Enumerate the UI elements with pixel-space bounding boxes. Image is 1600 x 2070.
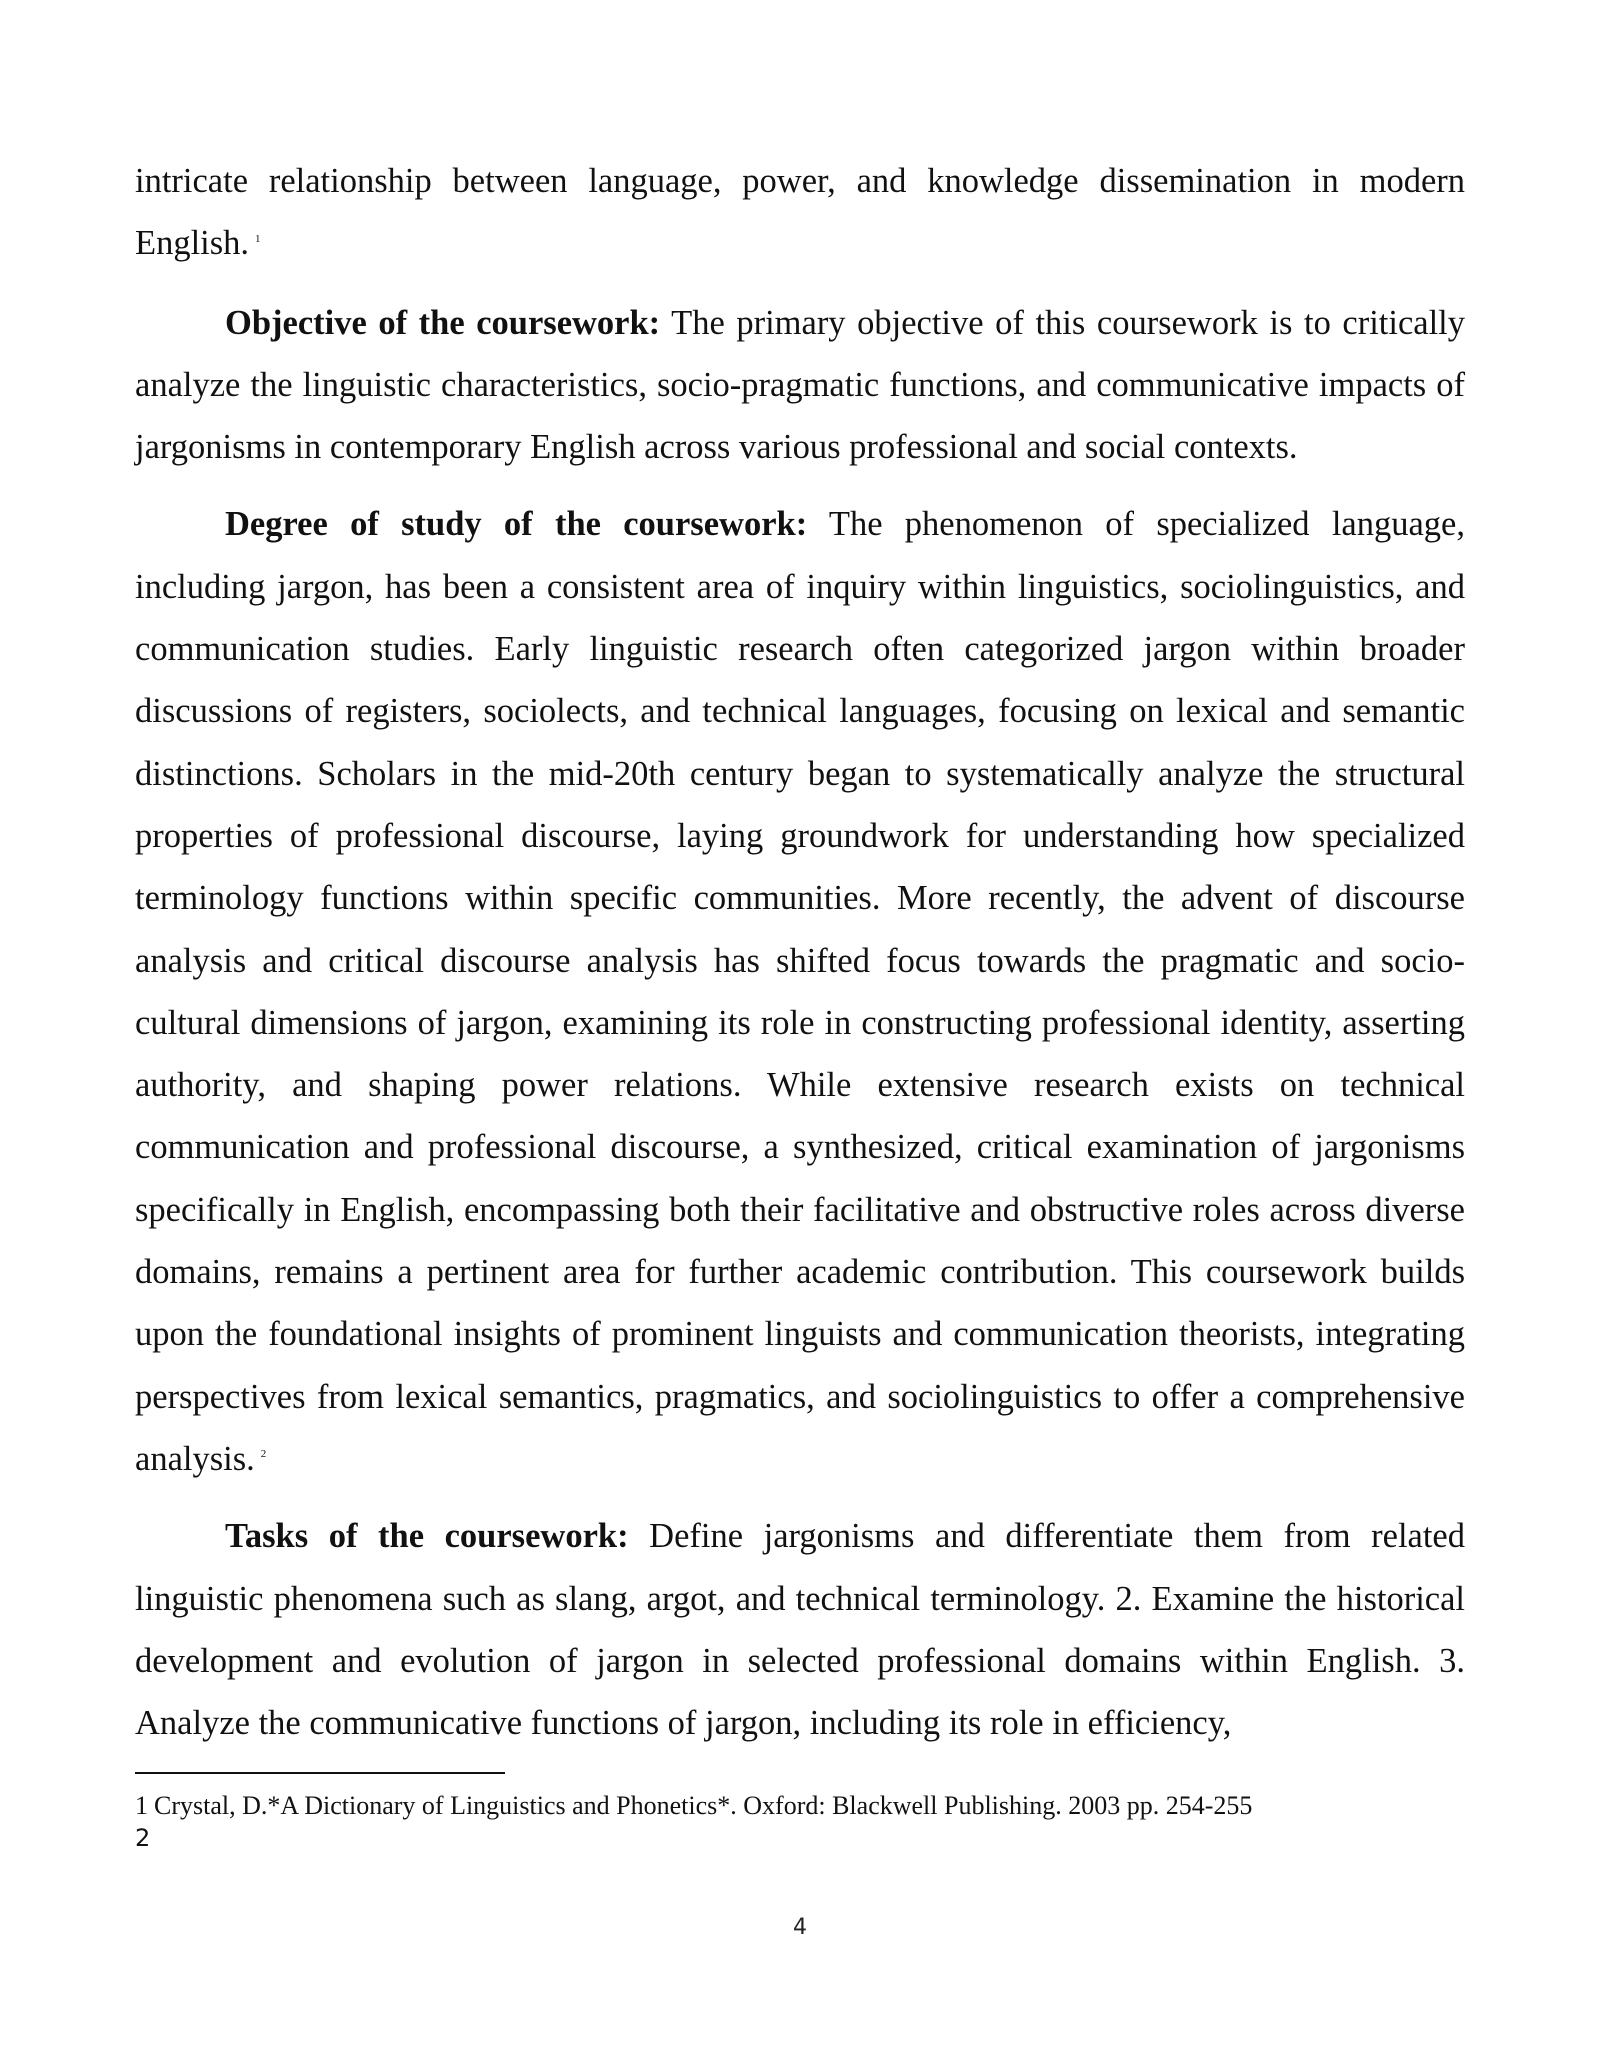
- page-number: 4: [793, 1915, 807, 1940]
- footnote-reference-1[interactable]: 1: [255, 232, 261, 245]
- footnote-number: 2: [135, 1824, 151, 1852]
- paragraph-text: The primary objective of this coursework is to critically analyze the linguistic characteristics, socio-pragmatic functions, and communicative impacts of jargonisms in contemporary English across various professional and social contexts.: [135, 303, 1465, 467]
- footnote-1: [135, 1790, 1465, 1822]
- section-lead-degree-of-study: Degree of study of the coursework:: [225, 505, 808, 544]
- footnote-text: Crystal, D.*A Dictionary of Linguistics and Phonetics*. Oxford: Blackwell Publishing. 2003 pp. 254-255: [154, 1791, 1253, 1820]
- paragraph-tasks: [135, 1505, 1465, 1754]
- paragraph-text: intricate relationship between language, power, and knowledge dissemination in modern English.: [135, 162, 1465, 263]
- footnote-reference-2[interactable]: 2: [260, 1448, 267, 1461]
- footnote-2: [135, 1822, 1465, 1854]
- paragraph-objective: [135, 292, 1465, 479]
- document-body: [135, 150, 1465, 1754]
- footnote-number: 1: [135, 1791, 148, 1820]
- footnote-separator: [135, 1772, 505, 1774]
- section-lead-tasks: Tasks of the coursework:: [225, 1517, 629, 1556]
- paragraph-intro-continuation: [135, 150, 1465, 275]
- section-lead-objective: Objective of the coursework:: [225, 303, 661, 342]
- footnotes: [135, 1790, 1465, 1854]
- paragraph-text: The phenomenon of specialized language, including jargon, has been a consistent area of inquiry within linguistics, sociolinguistics, and communication studies. Early linguistic research often categorized jargon within broader discussions of registers, sociolects, and technical languages, focusing on lexical and semantic distinctions. Scholars in the mid-20th century began to systematically analyze the structural properties of professional discourse, laying groundwork for understanding how specialized terminology functions within specific communities. More recently, the advent of discourse analysis and critical discourse analysis has shifted focus towards the pragmatic and socio-cultural dimensions of jargon, examining its role in constructing professional identity, asserting authority, and shaping power relations. While extensive research exists on technical communication and professional discourse, a synthesized, critical examination of jargonisms specifically in English, encompassing both their facilitative and obstructive roles across diverse domains, remains a pertinent area for further academic contribution. This coursework builds upon the foundational insights of prominent linguists and communication theorists, integrating perspectives from lexical semantics, pragmatics, and sociolinguistics to offer a comprehensive analysis.: [135, 505, 1465, 1478]
- paragraph-text: Define jargonisms and differentiate them from related linguistic phenomena such as slang, argot, and technical terminology. 2. Examine the historical development and evolution of jargon in selected professional domains within English. 3. Analyze the communicative functions of jargon, including its role in efficiency,: [135, 1517, 1465, 1743]
- paragraph-degree-of-study: [135, 493, 1465, 1490]
